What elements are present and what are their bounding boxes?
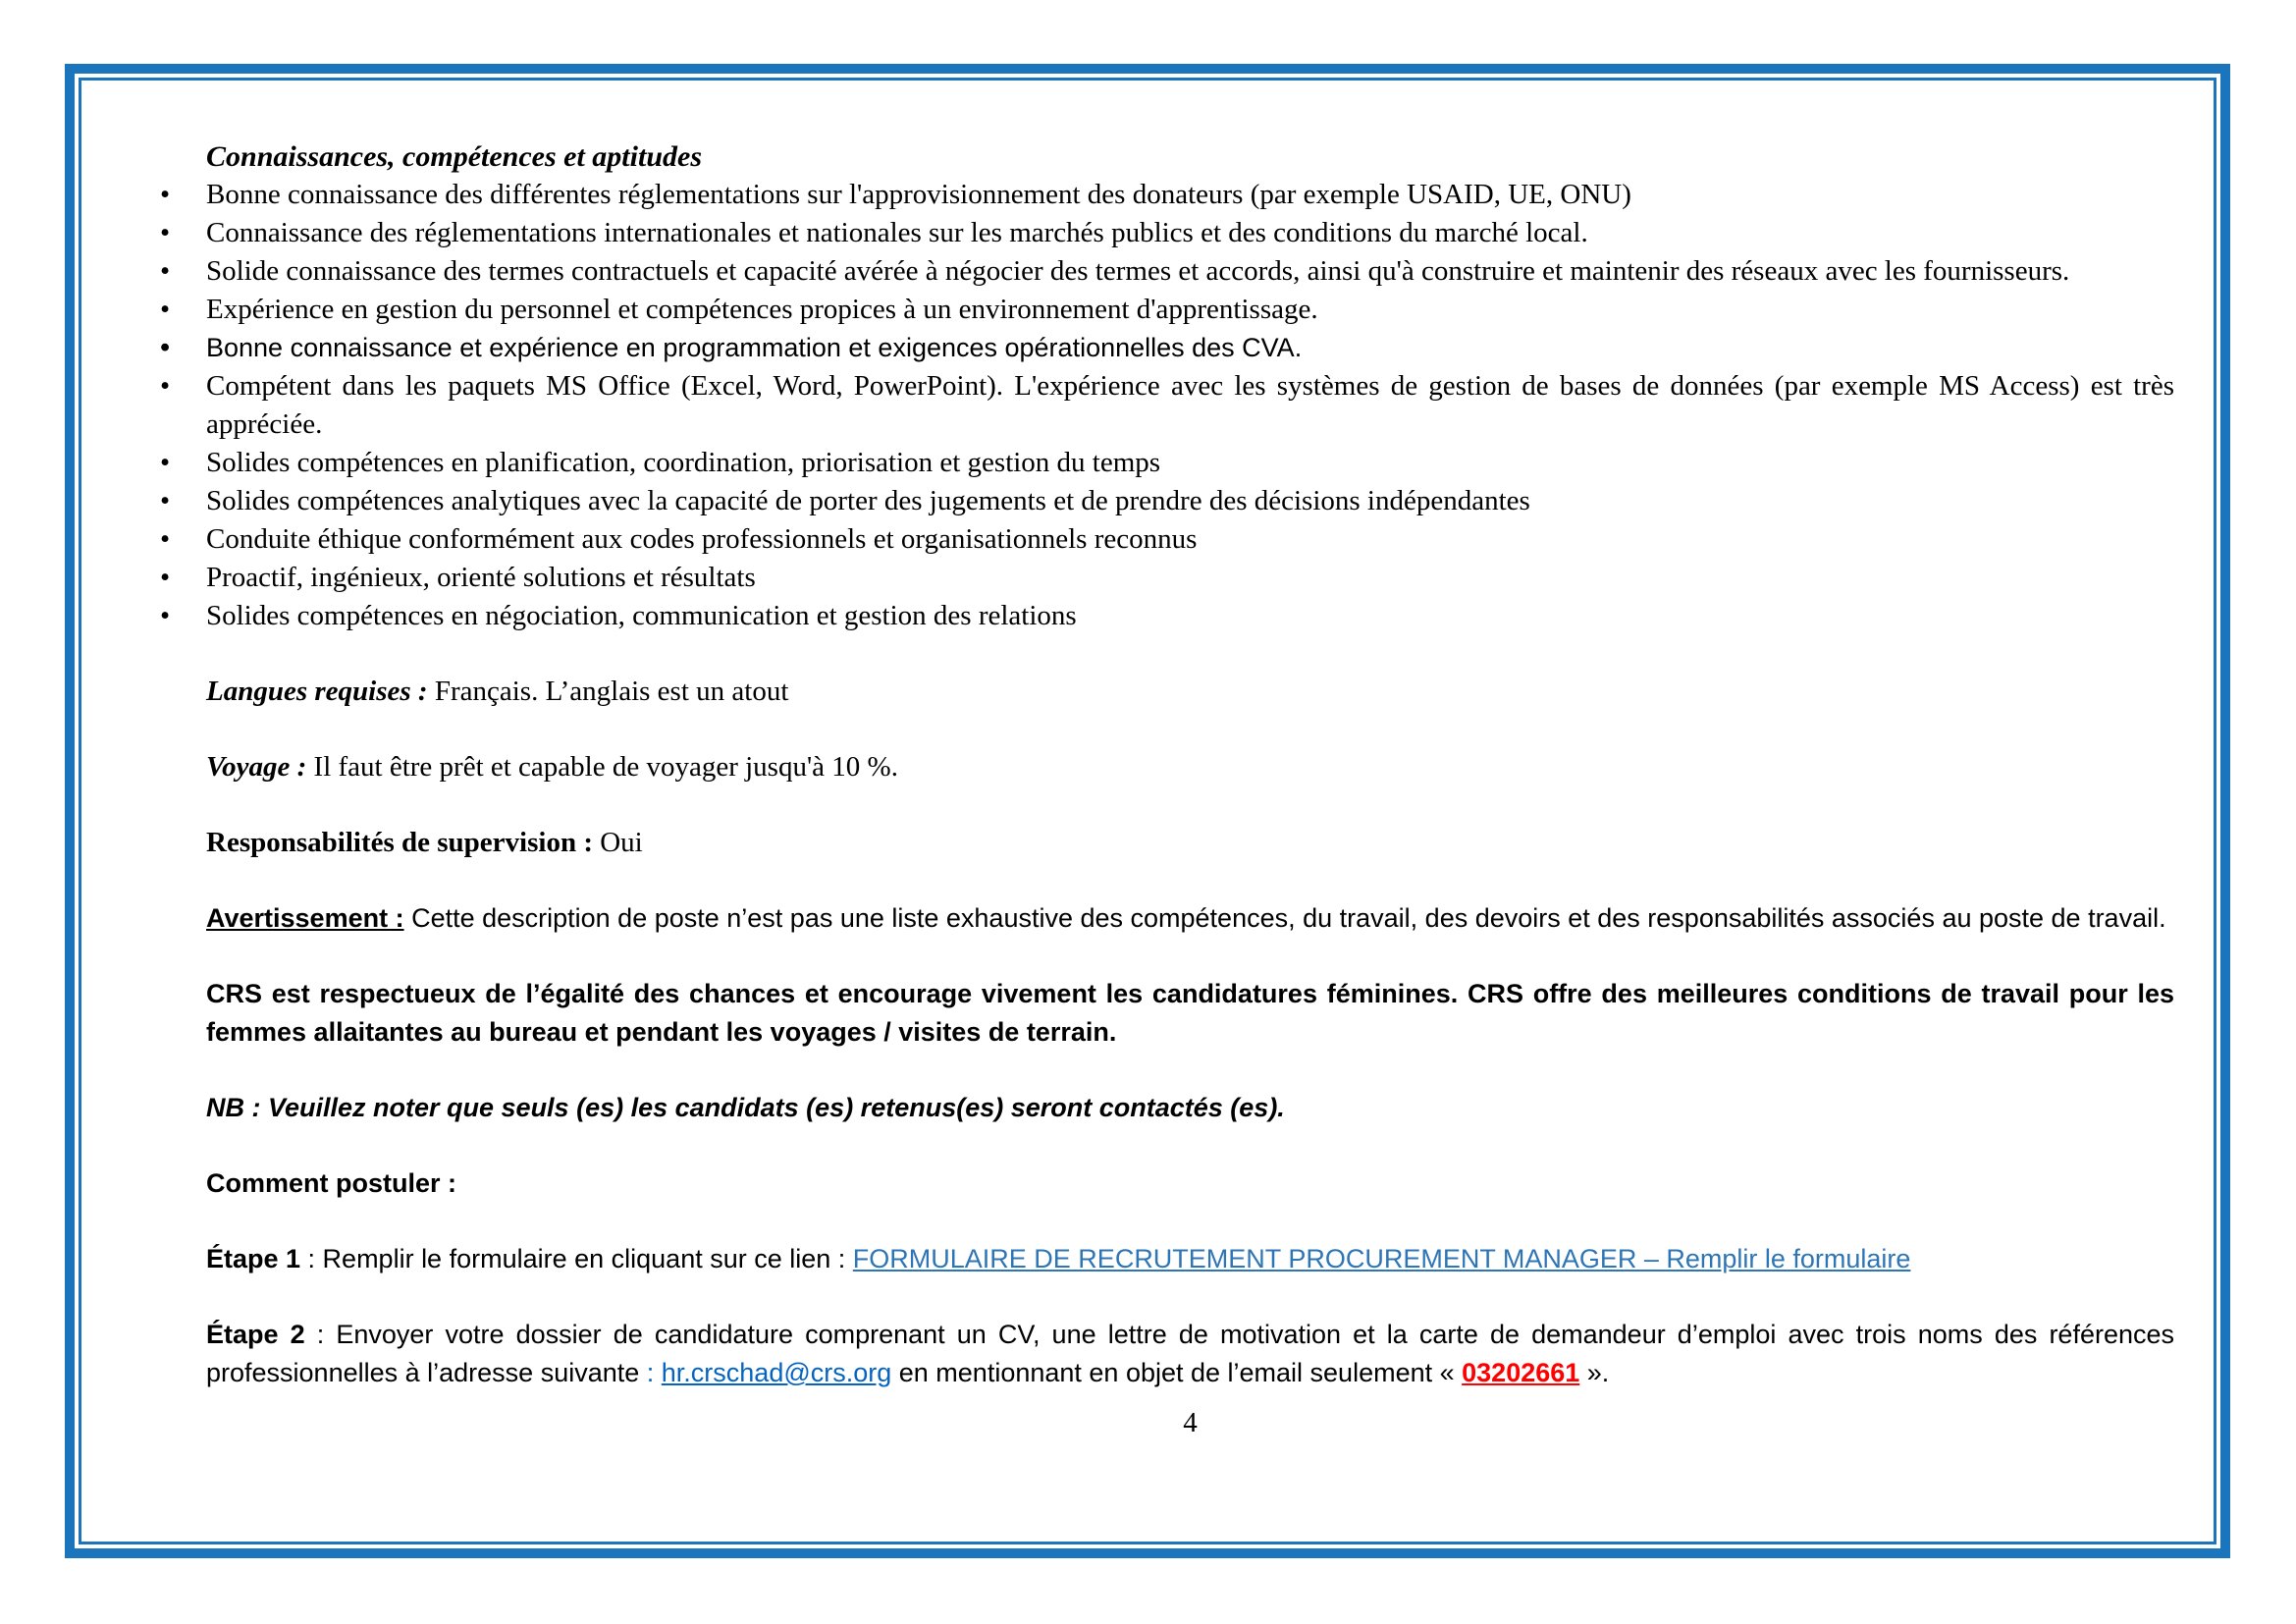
supervision-label: Responsabilités de supervision : — [206, 827, 593, 858]
bullet-item: • Bonne connaissance des différentes réglementations sur l'approvisionnement des donateurs (par exemple USAID, UE, ONU) — [206, 176, 2174, 214]
step2-label: Étape 2 — [206, 1320, 305, 1349]
languages-value: Français. L’anglais est un atout — [427, 676, 789, 707]
disclaimer-label: Avertissement : — [206, 903, 404, 933]
bullet-item: • Compétent dans les paquets MS Office (Excel, Word, PowerPoint). L'expérience avec les systèmes de gestion de bases de données (par exemple MS Access) est très appréciée. — [206, 367, 2174, 444]
bullet-item: • Solides compétences en négociation, communication et gestion des relations — [206, 597, 2174, 635]
travel-line — [206, 748, 2174, 786]
step1-text: : Remplir le formulaire en cliquant sur ce lien : — [300, 1244, 853, 1273]
section-heading-knowledge-skills: Connaissances, compétences et aptitudes — [206, 140, 702, 173]
step2-colon: : — [646, 1358, 662, 1387]
disclaimer-paragraph — [206, 899, 2174, 938]
recruitment-form-link[interactable]: FORMULAIRE DE RECRUTEMENT PROCUREMENT MANAGER – Remplir le formulaire — [852, 1244, 1911, 1273]
travel-value: Il faut être prêt et capable de voyager jusqu'à 10 %. — [306, 751, 898, 783]
nb-note: NB : Veuillez noter que seuls (es) les candidats (es) retenus(es) seront contactés (es). — [206, 1093, 1285, 1122]
bullet-item: • Expérience en gestion du personnel et compétences propices à un environnement d'apprentissage. — [206, 291, 2174, 329]
page-number: 4 — [1183, 1407, 1198, 1438]
job-code-link[interactable]: 03202661 — [1462, 1358, 1580, 1387]
step2-paragraph — [206, 1316, 2174, 1392]
page-border-frame — [65, 64, 2230, 1558]
step1-label: Étape 1 — [206, 1244, 301, 1273]
step2-text: : Envoyer votre dossier de candidature comprenant un CV, une lettre de motivation et la carte de demandeur d’emploi avec trois noms des références professionnelles à l’adresse suivante — [206, 1320, 2175, 1387]
languages-label: Langues requises : — [206, 676, 428, 707]
page-border-inner — [79, 78, 2216, 1544]
bullet-item: • Conduite éthique conformément aux codes professionnels et organisationnels reconnus — [206, 520, 2174, 559]
hr-email-link[interactable]: hr.crschad@crs.org — [661, 1358, 892, 1387]
bullet-item: • Solides compétences analytiques avec la capacité de porter des jugements et de prendre des décisions indépendantes — [206, 482, 2174, 520]
step2-text2: en mentionnant en objet de l’email seulement « — [891, 1358, 1463, 1387]
bullet-item: • Solides compétences en planification, coordination, priorisation et gestion du temps — [206, 444, 2174, 482]
bullet-item: • Solide connaissance des termes contractuels et capacité avérée à négocier des termes et accords, ainsi qu'à construire et maintenir des réseaux avec les fournisseurs. — [206, 252, 2174, 291]
bullet-item: • Proactif, ingénieux, orienté solutions et résultats — [206, 559, 2174, 597]
bullet-item: • Bonne connaissance et expérience en programmation et exigences opérationnelles des CVA. — [206, 329, 2174, 367]
supervision-line — [206, 824, 2174, 862]
supervision-value: Oui — [592, 827, 643, 858]
equal-opportunity-paragraph: CRS est respectueux de l’égalité des chances et encourage vivement les candidatures féminines. CRS offre des meilleures conditions de travail pour les femmes allaitantes au bureau et pendant les voyages / visites de terrain. — [206, 979, 2174, 1047]
travel-label: Voyage : — [206, 751, 307, 783]
skills-bullet-list — [206, 176, 2174, 635]
languages-line — [206, 673, 2174, 711]
step1-paragraph — [206, 1240, 2174, 1278]
disclaimer-text: Cette description de poste n’est pas une liste exhaustive des compétences, du travail, des devoirs et des responsabilités associés au poste de travail. — [403, 903, 2166, 933]
step2-text3: ». — [1579, 1358, 1610, 1387]
bullet-item: • Connaissance des réglementations internationales et nationales sur les marchés publics et des conditions du marché local. — [206, 214, 2174, 252]
document-content — [206, 137, 2174, 1442]
how-to-apply-heading: Comment postuler : — [206, 1168, 457, 1198]
